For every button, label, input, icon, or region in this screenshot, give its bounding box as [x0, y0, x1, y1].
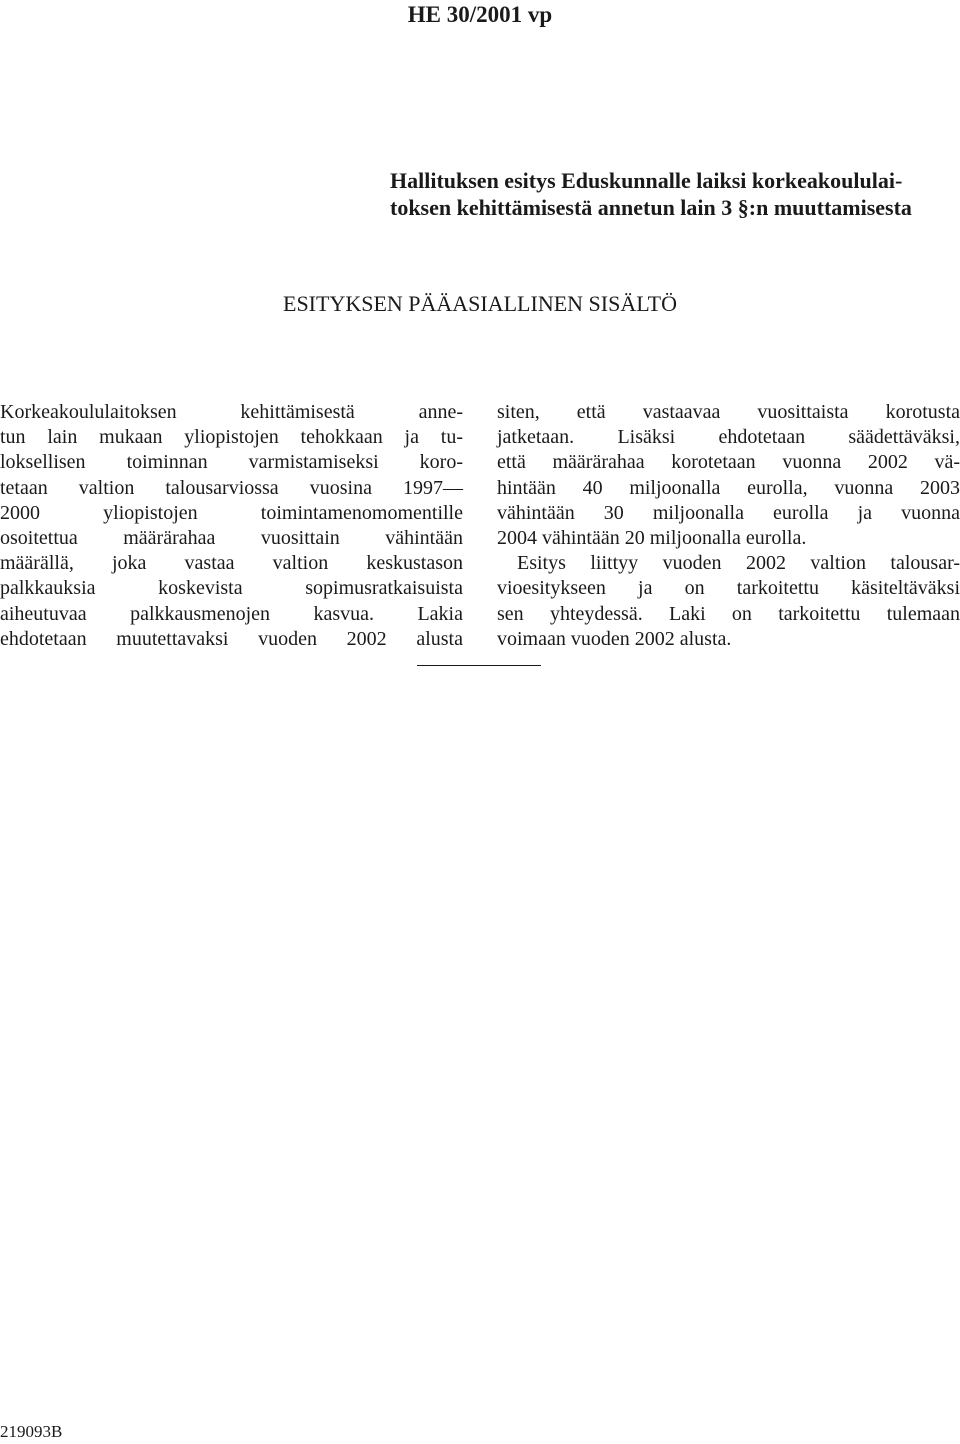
- text-line: vioesitykseen ja on tarkoitettu käsiteltäväksi: [497, 577, 960, 600]
- text-line: sen yhteydessä. Laki on tarkoitettu tulemaan: [497, 602, 960, 625]
- title-line: toksen kehittämisestä annetun lain 3 §:n muuttamisesta: [390, 195, 912, 220]
- document-title: [390, 167, 960, 221]
- text-line: vähintään 30 miljoonalla eurolla ja vuonna: [497, 501, 960, 524]
- text-line: 2004 vähintään 20 miljoonalla eurolla.: [497, 527, 807, 550]
- text-line: ehdotetaan muutettavaksi vuoden 2002 alusta: [0, 627, 463, 650]
- text-line: jatketaan. Lisäksi ehdotetaan säädettäväksi,: [497, 426, 960, 449]
- text-line: palkkauksia koskevista sopimusratkaisuista: [0, 577, 463, 600]
- text-line: määrällä, joka vastaa valtion keskustason: [0, 552, 463, 575]
- text-line: loksellisen toiminnan varmistamiseksi koro-: [0, 451, 463, 474]
- text-line: 2000 yliopistojen toimintamenomomentille: [0, 501, 463, 524]
- right-column: [497, 400, 960, 652]
- text-line: aiheutuvaa palkkausmenojen kasvua. Lakia: [0, 602, 463, 625]
- title-line: Hallituksen esitys Eduskunnalle laiksi korkeakoululai-: [390, 168, 903, 193]
- text-line: että määrärahaa korotetaan vuonna 2002 vä-: [497, 451, 960, 474]
- text-line: tetaan valtion talousarviossa vuosina 1997—: [0, 476, 463, 499]
- text-line: Korkeakoululaitoksen kehittämisestä anne-: [0, 401, 463, 423]
- text-line: hintään 40 miljoonalla eurolla, vuonna 2003: [497, 476, 960, 499]
- left-column: [0, 400, 463, 652]
- end-rule: [417, 665, 541, 666]
- document-id: HE 30/2001 vp: [407, 2, 553, 27]
- section-heading: ESITYKSEN PÄÄASIALLINEN SISÄLTÖ: [283, 291, 677, 316]
- text-line: Esitys liittyy vuoden 2002 valtion talousar-: [517, 552, 960, 575]
- text-line: siten, että vastaavaa vuosittaista korotusta: [497, 401, 960, 423]
- text-line: tun lain mukaan yliopistojen tehokkaan ja tu-: [0, 426, 463, 449]
- text-line: osoitettua määrärahaa vuosittain vähintään: [0, 527, 463, 550]
- footer-code: 219093B: [0, 1422, 63, 1441]
- text-line: voimaan vuoden 2002 alusta.: [497, 627, 732, 650]
